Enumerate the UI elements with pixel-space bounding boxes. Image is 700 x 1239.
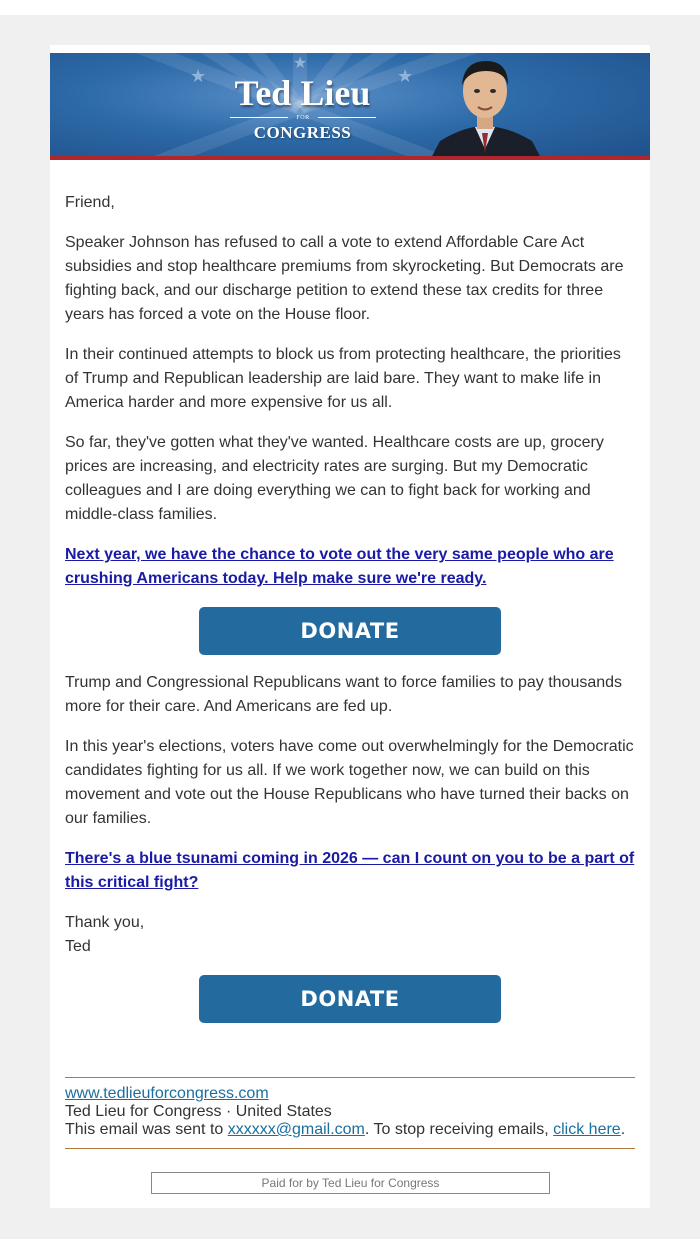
email-paragraph: Speaker Johnson has refused to call a vote to extend Affordable Care Act subsidies and stop healthcare premiums from skyrocketing. But Democrats are fighting back, and our discharge petition to extend these tax credits for three years has forced a vote on the House floor. [65,234,624,323]
email-background [0,15,700,1239]
website-link[interactable]: www.tedlieuforcongress.com [65,1085,269,1102]
email-signoff: Thank you, [65,914,145,931]
star-icon: ★ [190,66,207,86]
footer-divider [65,1077,635,1078]
email-paragraph: In this year's elections, voters have come out overwhelmingly for the Democratic candidates fighting for us all. If we work together now, we can build on this movement and vote out the House Republicans who have turned their backs on our families. [65,738,634,827]
logo-divider [230,117,288,118]
email-signature: Ted [65,938,91,955]
donate-button[interactable]: DONATE [199,975,501,1023]
cta-paragraph [65,543,635,591]
email-address-link[interactable]: xxxxxx@gmail.com [227,1121,365,1138]
unsubscribe-link[interactable]: click here [553,1121,621,1138]
email-paragraph: Trump and Congressional Republicans want to force families to pay thousands more for their care. And Americans are fed up. [65,674,623,715]
end-period: . [620,1121,626,1138]
email-paragraph: So far, they've gotten what they've wanted. Healthcare costs are up, grocery prices are increasing, and electricity rates are surging. But my Democratic colleagues and I are doing everything we can to fight back for working and middle-class families. [65,434,604,523]
banner-for: FOR [296,115,310,121]
star-icon: ★ [397,66,414,86]
cta-paragraph [65,847,635,895]
donate-button[interactable]: DONATE [199,607,501,655]
star-icon: ★ [293,55,308,72]
sent-prefix: This email was sent to [65,1121,228,1138]
stop-text: . To stop receiving emails, [364,1121,554,1138]
candidate-portrait [420,53,550,160]
banner-subtitle: CONGRESS [253,123,352,142]
banner-title: Ted Lieu [234,73,371,113]
paid-for-disclaimer: Paid for by Ted Lieu for Congress [151,1172,550,1194]
header-banner [50,53,650,160]
cta-link[interactable]: There's a blue tsunami coming in 2026 — can I count on you to be a part of this critical fight? [65,850,635,891]
footer-org: Ted Lieu for Congress · United States [65,1103,332,1120]
cta-link[interactable]: Next year, we have the chance to vote out the very same people who are crushing Americans today. Help make sure we're ready. [65,546,614,587]
footer [65,1085,635,1139]
logo-divider [318,117,376,118]
banner-stripe [50,156,650,160]
footer-sent-line [65,1121,635,1139]
email-paragraph: In their continued attempts to block us from protecting healthcare, the priorities of Trump and Republican leadership are laid bare. They want to make life in America harder and more expensive for us all. [65,346,621,411]
email-greeting: Friend, [65,194,115,211]
footer-divider [65,1148,635,1149]
email-card [50,45,650,1208]
